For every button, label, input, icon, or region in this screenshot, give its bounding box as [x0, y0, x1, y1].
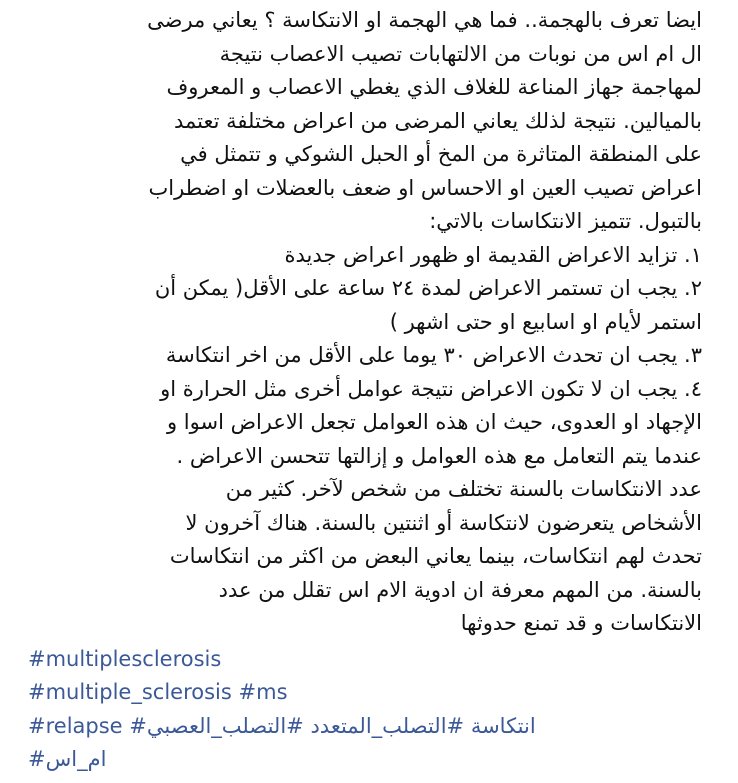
- hashtag-row: [28, 676, 702, 710]
- intro-line: بالتبول. تتميز الانتكاسات بالاتي:: [429, 209, 702, 233]
- intro-line: على المنطقة المتاثرة من المخ أو الحبل الشوكي و تتمثل في: [180, 142, 702, 166]
- list-item-line: الإجهاد او العدوى، حيث ان هذه العوامل تجعل الاعراض اسوا و: [166, 410, 702, 434]
- hashtag-link[interactable]: #relapse: [28, 713, 123, 738]
- intro-line: اعراض تصيب العين او الاحساس او ضعف بالعضلات او اضطراب: [148, 175, 702, 200]
- hashtag-row: [28, 643, 702, 677]
- hashtag-link[interactable]: #التصلب_العصبي: [146, 713, 304, 738]
- hashtag-link[interactable]: #التصلب_المتعدد: [310, 713, 465, 738]
- intro-line: بالميالين. نتيجة لذلك يعاني المرضى من اعراض مختلفة تعتمد: [173, 108, 702, 133]
- hashtag-row: [28, 710, 702, 744]
- closing-line: تحدث لهم انتكاسات، بينما يعاني البعض من اكثر من انتكاسات: [169, 544, 702, 568]
- hashtag-link[interactable]: #ام_اس: [28, 747, 107, 771]
- closing-line: الانتكاسات و قد تمنع حدوثها: [460, 611, 702, 635]
- post-body: [28, 4, 702, 641]
- list-item-line: ٣. يجب ان تحدث الاعراض ٣٠ يوما على الأقل من اخر انتكاسة: [165, 343, 702, 367]
- intro-line: لمهاجمة جهاز المناعة للغلاف الذي يغطي الاعصاب و المعروف: [166, 75, 702, 99]
- hashtag-list: [28, 643, 702, 777]
- list-item-line: ٢. يجب ان تستمر الاعراض لمدة ٢٤ ساعة على الأقل( يمكن أن: [154, 276, 702, 300]
- hashtag-row: [28, 743, 702, 777]
- hashtag-link[interactable]: #multiplesclerosis: [28, 646, 222, 671]
- list-item-line: ٤. يجب ان لا تكون الاعراض نتيجة عوامل أخرى مثل الحرارة او: [160, 376, 702, 401]
- hashtag-link[interactable]: #انتكاسة: [129, 713, 536, 738]
- closing-line: الأشخاص يتعرضون لانتكاسة أو اثنتين بالسنة. هناك آخرون لا: [185, 510, 702, 535]
- hashtag-link[interactable]: #ms: [238, 680, 288, 704]
- list-item-line: ١. تزايد الاعراض القديمة او ظهور اعراض جديدة: [284, 242, 702, 267]
- intro-line: ال ام اس من نوبات من الالتهابات تصيب الاعصاب نتيجة: [219, 41, 702, 66]
- intro-line: ايضا تعرف بالهجمة.. فما هي الهجمة او الانتكاسة ؟ يعاني مرضى: [147, 8, 702, 32]
- closing-line: بالسنة. من المهم معرفة ان ادوية الام اس تقلل من عدد: [218, 577, 702, 602]
- list-item-line: استمر لأيام او اسابيع او حتى اشهر ): [389, 309, 702, 334]
- closing-line: عدد الانتكاسات بالسنة تختلف من شخص لآخر. كثير من: [225, 477, 702, 501]
- hashtag-link[interactable]: #multiple_sclerosis: [28, 680, 232, 704]
- list-item-line: عندما يتم التعامل مع هذه العوامل و إزالتها تتحسن الاعراض .: [176, 443, 702, 468]
